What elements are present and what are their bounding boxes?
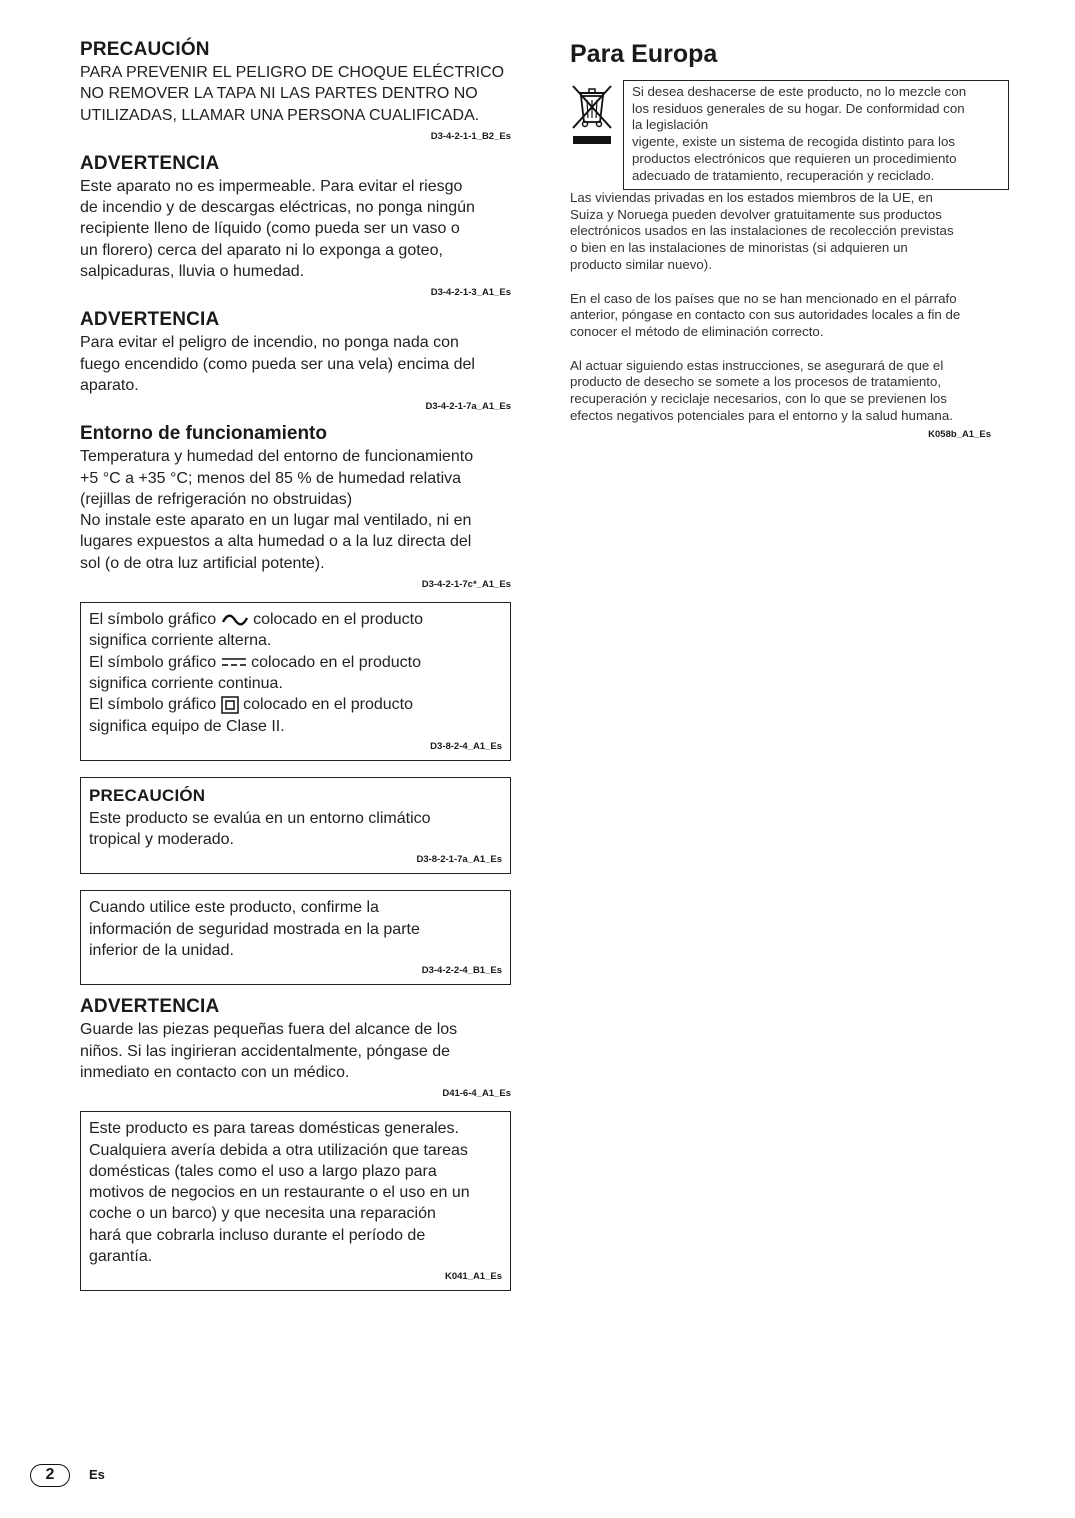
reference-code: D3-8-2-4_A1_Es [430,740,502,752]
text-line: Las viviendas privadas en los estados miembros de la UE, en [570,190,933,205]
text-line: Este producto es para tareas domésticas generales. [89,1120,459,1138]
paragraph-eu-households [570,190,1002,274]
reference-code: K058b_A1_Es [928,429,991,441]
page-language: Es [89,1467,105,1482]
text-line: Para evitar el peligro de incendio, no ponga nada con [80,334,459,352]
text-line: En el caso de los países que no se han mencionado en el párrafo [570,290,957,306]
text-line: Este aparato no es impermeable. Para evitar el riesgo [80,177,463,195]
text-line: producto de desecho se somete a los procesos de tratamiento, [570,374,942,390]
page-title: Para Europa [570,40,718,68]
reference-code: D3-8-2-1-7a_A1_Es [416,854,502,866]
text-line: tropical y moderado. [89,831,234,849]
left-column [80,38,511,1291]
text-line: un florero) cerca del aparato ni lo exponga a goteo, [80,241,443,259]
text-line: Cualquiera avería debida a otra utilización que tareas [89,1141,468,1159]
text-line: electrónicos usados en las instalaciones de recolección previstas [570,223,954,239]
symbol-line [89,652,502,673]
text-line: +5 °C a +35 °C; menos del 85 % de humedad relativa [80,469,462,487]
text-fragment: colocado en el producto [251,653,421,671]
weee-text-box [623,80,1009,190]
text-line: fuego encendido (como pueda ser una vela) encima del [80,355,475,373]
text-line: vigente, existe un sistema de recogida distinto para los [632,134,956,150]
text-line: producto similar nuevo). [570,256,712,272]
section-title: ADVERTENCIA [80,152,220,174]
section-title: ADVERTENCIA [80,996,220,1018]
advertencia-section [80,152,511,300]
symbol-line [89,694,502,715]
text-line: Temperatura y humedad del entorno de funcionamiento [80,448,474,466]
text-line: de incendio y de descargas eléctricas, no ponga ningún [80,199,475,217]
class-ii-symbol-icon [221,696,239,714]
section-title: Entorno de funcionamiento [80,423,327,445]
text-fragment: colocado en el producto [243,696,413,714]
text-line: efectos negativos potenciales para el entorno y la salud humana. [570,407,953,423]
text-line: aparato. [80,376,139,394]
ac-symbol-icon [221,613,249,627]
text-line: lugares expuestos a alta humedad o a la luz directa del [80,533,472,551]
precaucion-climate-box [80,777,511,875]
text-line: inmediato en contacto con un médico. [80,1063,350,1081]
reference-code: D3-4-2-2-4_B1_Es [421,965,502,977]
text-line: niños. Si las ingirieran accidentalmente, póngase de [80,1042,451,1060]
page-number: 2 [30,1464,70,1487]
text-line: No instale este aparato en un lugar mal ventilado, ni en [80,512,472,530]
text-line: hará que cobrarla incluso durante el período de [89,1226,426,1244]
text-line: coche o un barco) y que necesita una reparación [89,1205,436,1223]
text-line: significa corriente alterna. [89,632,272,650]
reference-code: D3-4-2-1-3_A1_Es [430,287,511,299]
weee-notice [570,80,1002,190]
crossed-bin-icon [570,84,614,148]
reference-code: D3-4-2-1-7a_A1_Es [425,401,511,413]
text-line: recuperación y reciclaje necesarios, con lo que se previenen los [570,391,947,407]
text-line: Si desea deshacerse de este producto, no lo mezcle con [632,84,967,99]
reference-code: D3-4-2-1-7c*_A1_Es [421,579,511,591]
text-line: significa equipo de Clase II. [89,717,285,735]
text-line: sol (o de otra luz artificial potente). [80,554,325,572]
section-title: ADVERTENCIA [80,309,220,331]
advertencia-small-parts-section [80,995,511,1101]
text-line: NO REMOVER LA TAPA NI LAS PARTES DENTRO NO [80,85,478,103]
text-line: (rejillas de refrigeración no obstruidas) [80,490,353,508]
paragraph-other-countries [570,291,1002,341]
text-line: domésticas (tales como el uso a largo plazo para [89,1162,437,1180]
precaucion-section [80,38,511,144]
reference-code: K041_A1_Es [444,1271,502,1283]
text-line: motivos de negocios en un restaurante o el uso en un [89,1184,470,1202]
text-line: significa corriente continua. [89,674,283,692]
text-fragment: El símbolo gráfico [89,696,217,714]
text-line: los residuos generales de su hogar. De conformidad con [632,100,965,116]
text-line: productos electrónicos que requieren un procedimiento [632,150,957,166]
entorno-section [80,422,511,592]
domestic-use-box [80,1111,511,1291]
symbol-line [89,609,502,630]
text-fragment: colocado en el producto [253,611,423,629]
paragraph-instructions [570,358,1002,425]
dc-symbol-icon [221,656,247,668]
text-line: conocer el método de eliminación correcto. [570,323,824,339]
reference-code: D3-4-2-1-1_B2_Es [430,130,511,142]
text-line: inferior de la unidad. [89,942,234,960]
text-line: la legislación [632,117,709,133]
text-line: salpicaduras, lluvia o humedad. [80,263,305,281]
section-title: PRECAUCIÓN [80,39,210,60]
text-line: garantía. [89,1247,153,1265]
confirm-info-box [80,890,511,985]
text-line: Guarde las piezas pequeñas fuera del alcance de los [80,1021,458,1039]
text-line: PARA PREVENIR EL PELIGRO DE CHOQUE ELÉCTRICO [80,64,505,81]
reference-code: D41-6-4_A1_Es [442,1088,511,1100]
text-line: o bien en las instalaciones de minoristas (si adquieren un [570,240,908,256]
text-line: recipiente lleno de líquido (como pueda ser un vaso o [80,220,460,238]
text-line: anterior, póngase en contacto con sus autoridades locales a fin de [570,307,961,323]
advertencia-fire-section [80,308,511,414]
text-fragment: El símbolo gráfico [89,611,217,629]
text-fragment: El símbolo gráfico [89,653,217,671]
box-title: PRECAUCIÓN [89,785,206,805]
text-line: Suiza y Noruega pueden devolver gratuitamente sus productos [570,206,942,222]
text-line: Cuando utilice este producto, confirme la [89,899,379,917]
text-line: UTILIZADAS, LLAMAR UNA PERSONA CUALIFICADA. [80,106,480,124]
text-line: Este producto se evalúa en un entorno climático [89,809,431,827]
text-line: información de seguridad mostrada en la parte [89,920,420,938]
text-line: adecuado de tratamiento, recuperación y reciclado. [632,167,935,183]
symbols-box [80,602,511,761]
text-line: Al actuar siguiendo estas instrucciones, se asegurará de que el [570,357,944,373]
right-column [570,38,1002,442]
